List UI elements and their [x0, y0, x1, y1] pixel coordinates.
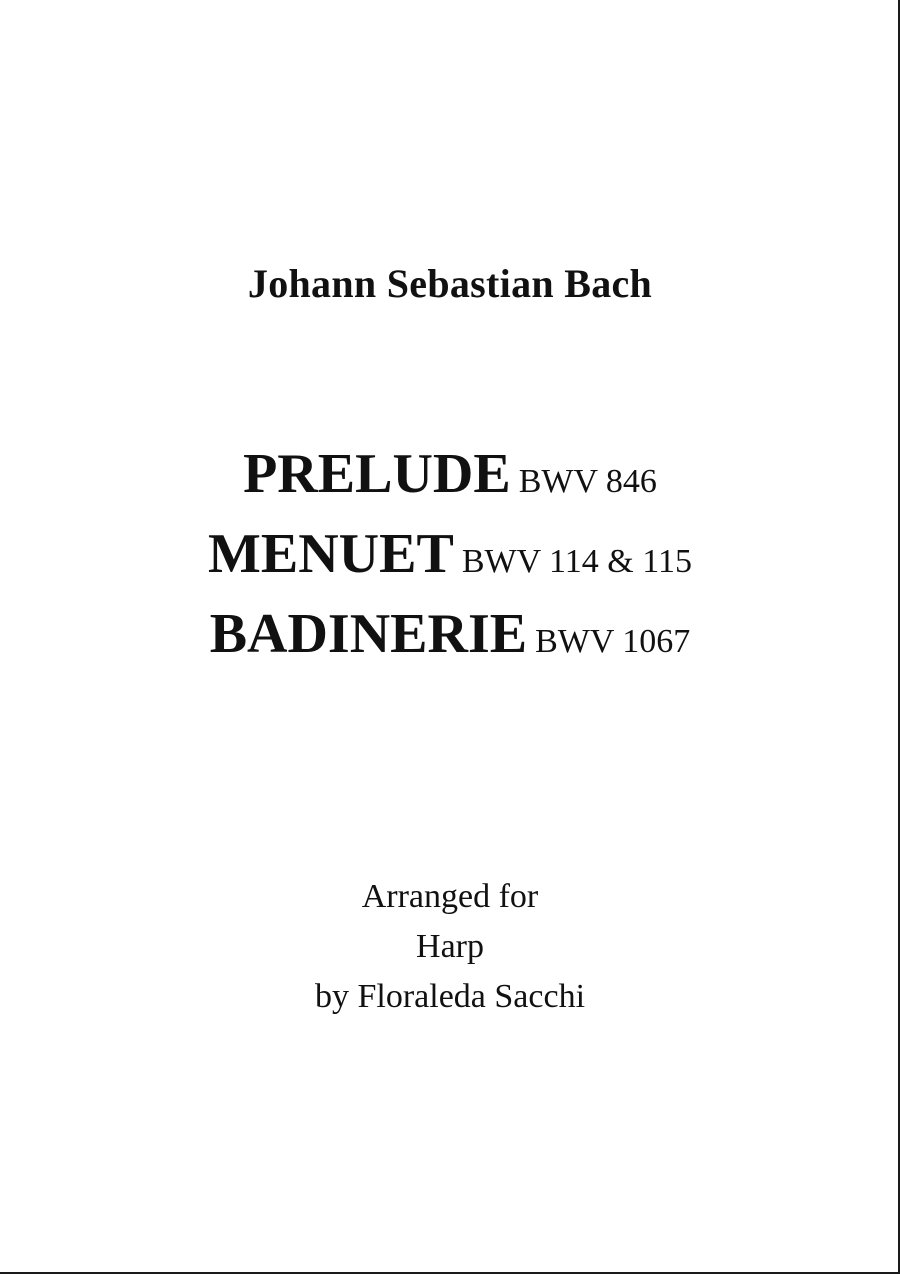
work-item-badinerie [0, 604, 900, 684]
work-title: PRELUDE [243, 443, 511, 505]
arrangement-credits [0, 872, 900, 1022]
work-catalog-number: BWV 1067 [535, 623, 691, 660]
composer-name: Johann Sebastian Bach [247, 261, 653, 306]
work-title: BADINERIE [209, 603, 528, 665]
work-catalog-number: BWV 846 [518, 463, 657, 500]
arranger-name: by Floraleda Sacchi [314, 978, 586, 1015]
arranged-for-label: Arranged for [361, 878, 539, 915]
works-list [0, 444, 900, 684]
work-item-menuet [0, 524, 900, 604]
work-item-prelude [0, 444, 900, 524]
work-title: MENUET [208, 523, 454, 585]
work-catalog-number: BWV 114 & 115 [461, 543, 692, 580]
instrument-name: Harp [416, 928, 484, 965]
